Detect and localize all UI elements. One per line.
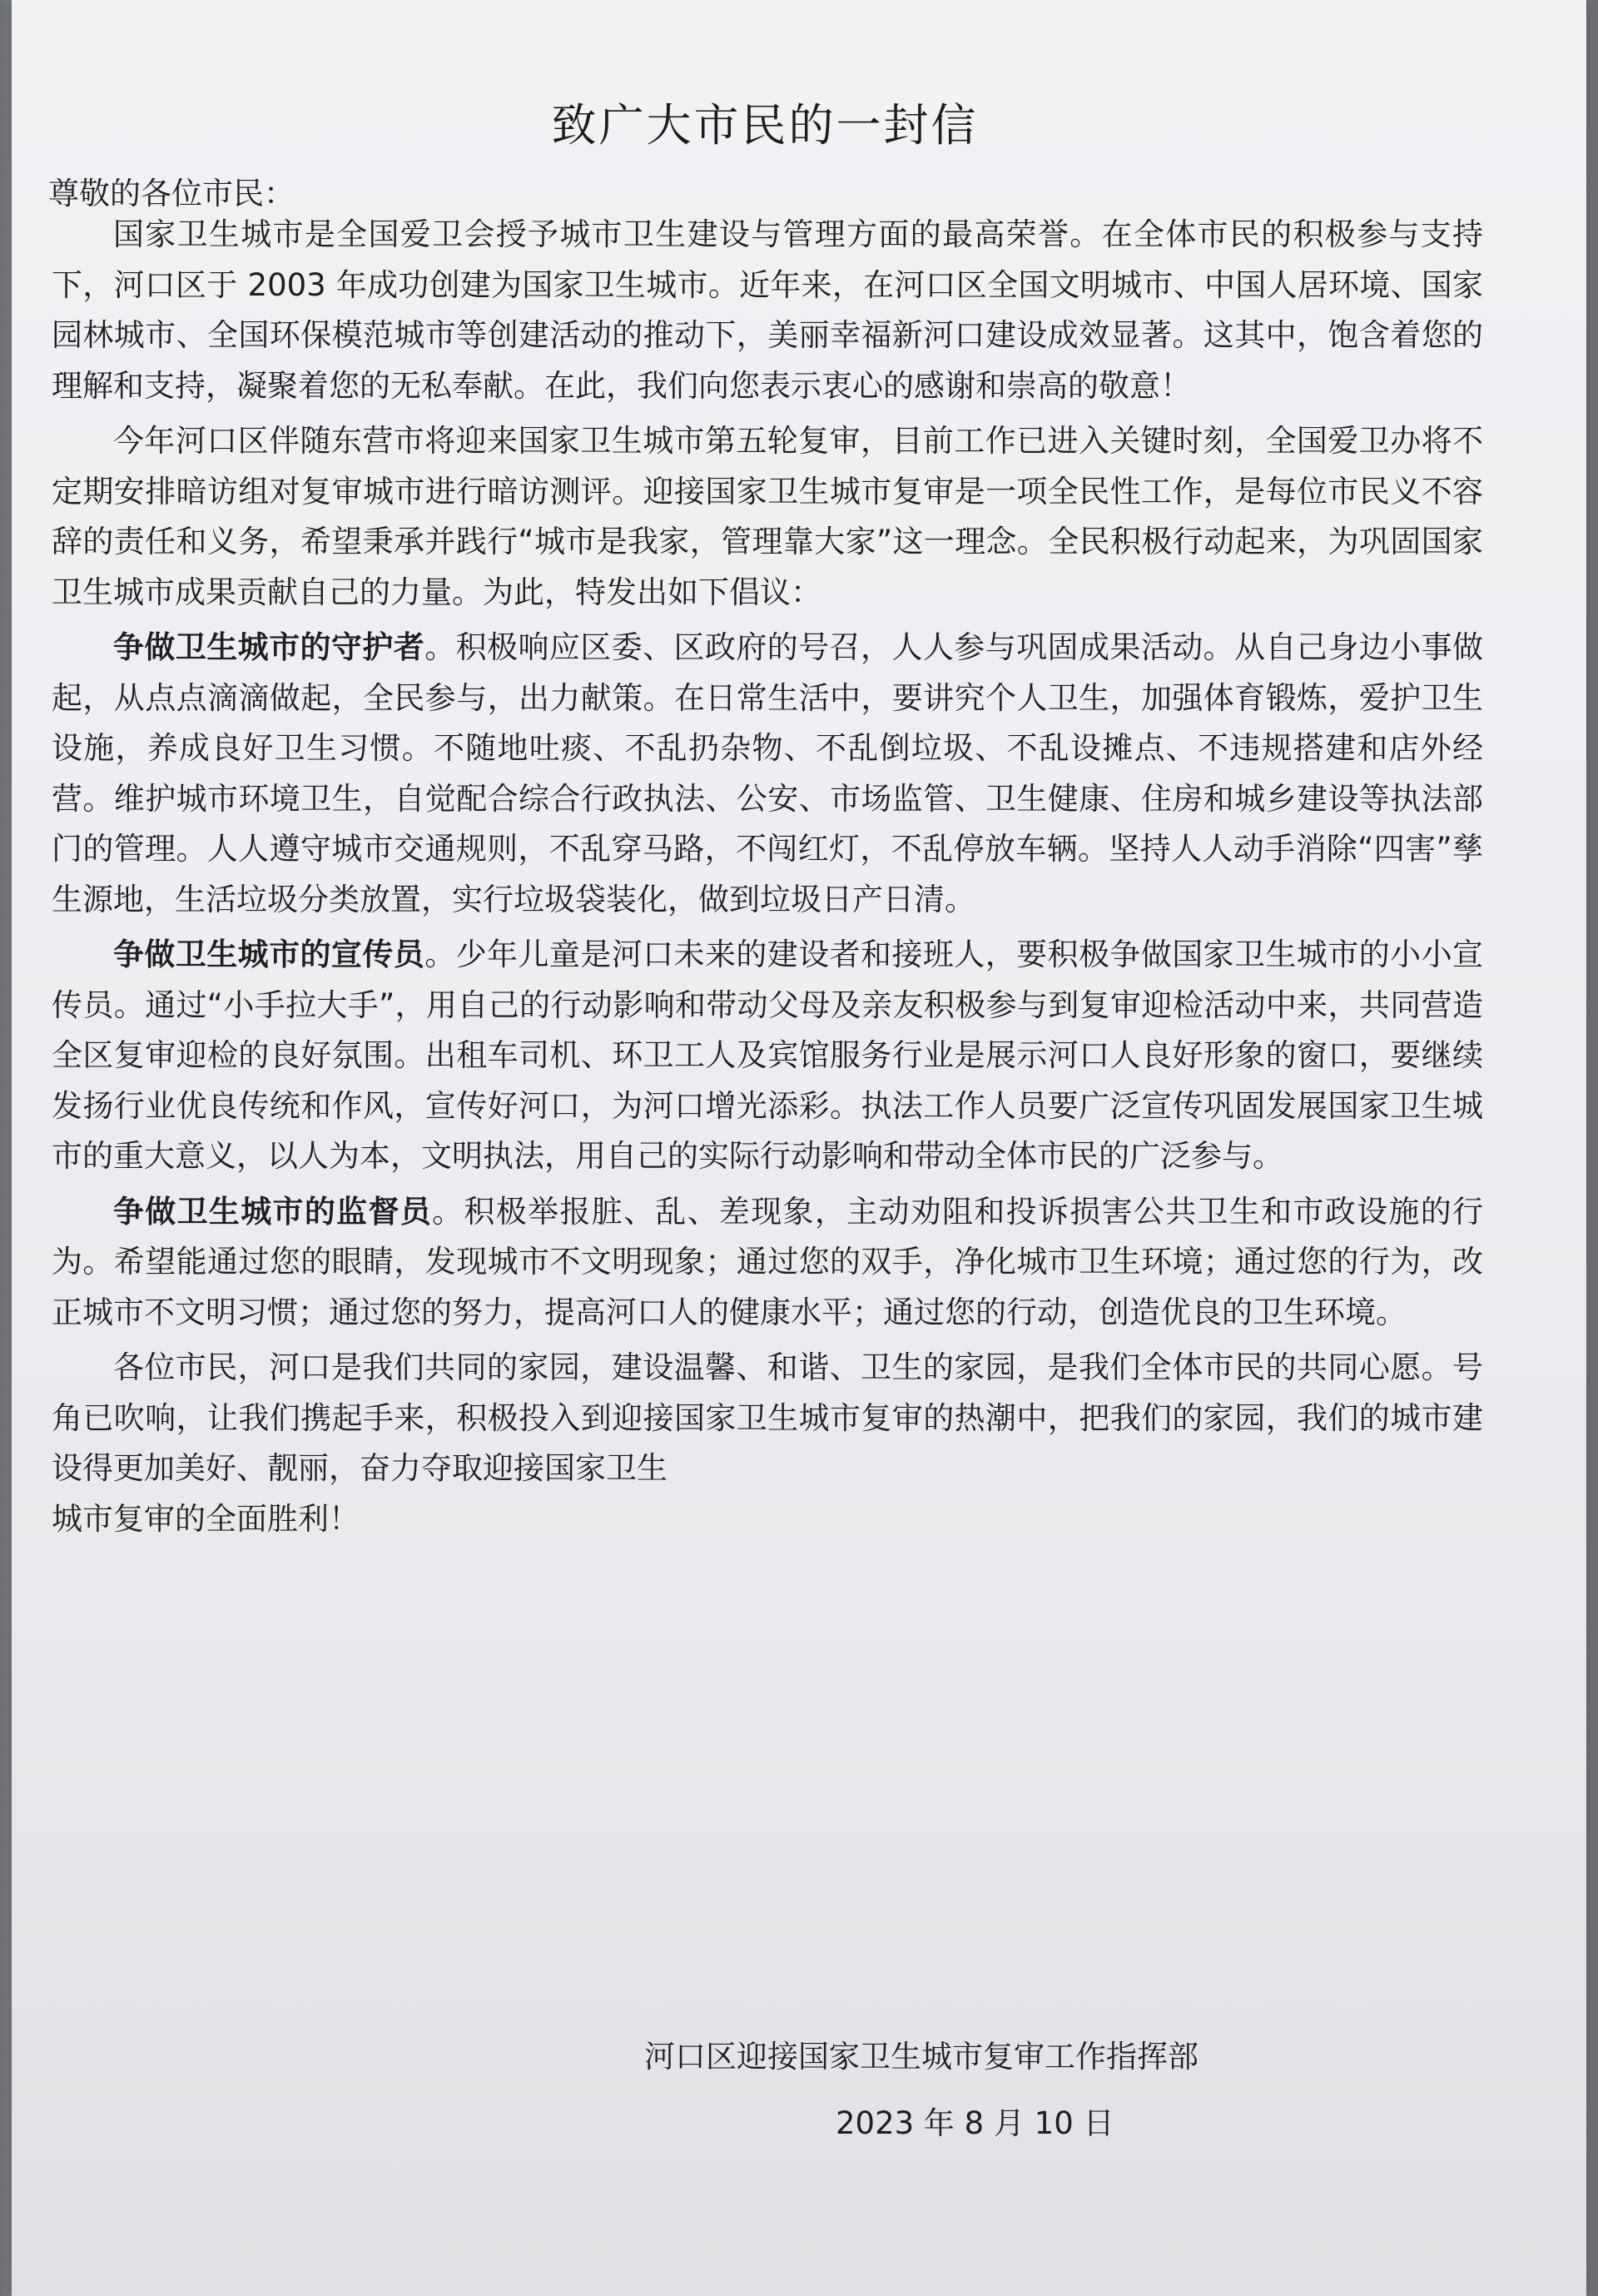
signature-organization: 河口区迎接国家卫生城市复审工作指挥部 [644, 2039, 1198, 2075]
signature-date: 2023 年 8 月 10 日 [836, 2105, 1114, 2141]
paragraph-promoter [52, 930, 1483, 1182]
salutation: 尊敬的各位市民： [48, 176, 295, 211]
paragraph-supervisor [52, 1187, 1483, 1339]
text-supervisor: 。积极举报脏、乱、差现象，主动劝阻和投诉损害公共卫生和市政设施的行为。希望能通过您的眼睛，发现城市不文明现象；通过您的双手，净化城市卫生环境；通过您的行为，改正城市不文明习惯；通过您的努力，提高河口人的健康水平；通过您的行动，创造优良的卫生环境。 [52, 1193, 1484, 1330]
paragraph-review: 今年河口区伴随东营市将迎来国家卫生城市第五轮复审，目前工作已进入关键时刻，全国爱卫办将不定期安排暗访组对复审城市进行暗访测评。迎接国家卫生城市复审是一项全民性工作，是每位市民义不容辞的责任和义务，希望秉承并践行“城市是我家，管理靠大家”这一理念。全民积极行动起来，为巩固国家卫生城市成果贡献自己的力量。为此，特发出如下倡议： [52, 423, 1483, 610]
text-guardian: 。积极响应区委、区政府的号召，人人参与巩固成果活动。从自己身边小事做起，从点点滴滴做起，全民参与，出力献策。在日常生活中，要讲究个人卫生，加强体育锻炼，爱护卫生设施，养成良好卫生习惯。不随地吐痰、不乱扔杂物、不乱倒垃圾、不乱设摊点、不违规搭建和店外经营。维护城市环境卫生，自觉配合综合行政执法、公安、市场监管、卫生健康、住房和城乡建设等执法部门的管理。人人遵守城市交通规则，不乱穿马路，不闯红灯，不乱停放车辆。坚持人人动手消除“四害”孳生源地，生活垃圾分类放置，实行垃圾袋装化，做到垃圾日产日清。 [52, 629, 1483, 917]
letter-title: 致广大市民的一封信 [551, 99, 979, 152]
letter-body [52, 210, 1483, 1544]
text-promoter: 。少年儿童是河口未来的建设者和接班人，要积极争做国家卫生城市的小小宣传员。通过“小手拉大手”，用自己的行动影响和带动父母及亲友积极参与到复审迎检活动中来，共同营造全区复审迎检的良好氛围。出租车司机、环卫工人及宾馆服务行业是展示河口人良好形象的窗口，要继续发扬行业优良传统和作风，宣传好河口，为河口增光添彩。执法工作人员要广泛宣传巩固发展国家卫生城市的重大意义，以人为本，文明执法，用自己的实际行动影响和带动全体市民的广泛参与。 [52, 937, 1483, 1174]
heading-supervisor: 争做卫生城市的监督员 [113, 1193, 433, 1230]
heading-guardian: 争做卫生城市的守护者 [113, 629, 425, 665]
paragraph-guardian [52, 623, 1483, 925]
heading-promoter: 争做卫生城市的宣传员 [113, 937, 425, 972]
paragraph-closing-end: 城市复审的全面胜利！ [52, 1500, 360, 1537]
paragraph-intro: 国家卫生城市是全国爱卫会授予城市卫生建设与管理方面的最高荣誉。在全体市民的积极参与支持下，河口区于 2003 年成功创建为国家卫生城市。近年来，在河口区全国文明城市、中国人居环境、国家园林城市、全国环保模范城市等创建活动的推动下，美丽幸福新河口建设成效显著。这其中，饱含着您的理解和支持，凝聚着您的无私奉献。在此，我们向您表示衷心的感谢和崇高的敬意！ [52, 216, 1483, 404]
paragraph-closing: 各位市民，河口是我们共同的家园，建设温馨、和谐、卫生的家园，是我们全体市民的共同心愿。号角已吹响，让我们携起手来，积极投入到迎接国家卫生城市复审的热潮中，把我们的家园，我们的城市建设得更加美好、靓丽，奋力夺取迎接国家卫生 [52, 1349, 1483, 1486]
letter-paper [12, 0, 1586, 2296]
